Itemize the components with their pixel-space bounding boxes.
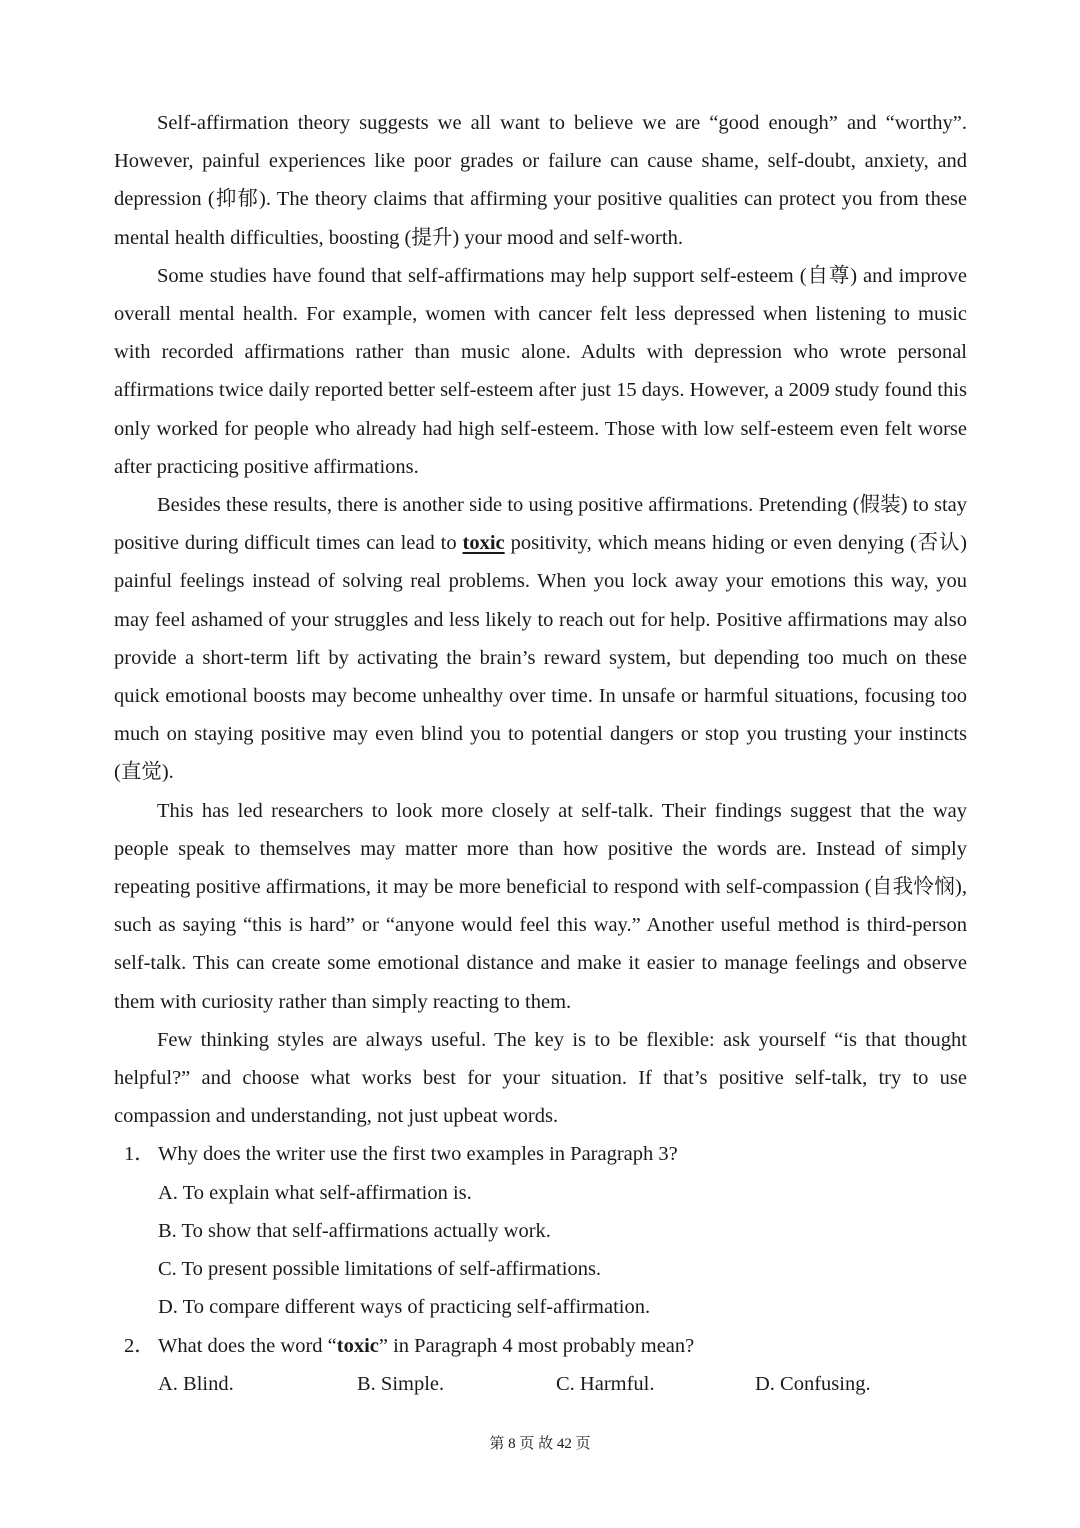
paragraph-3-text-after: positivity, which means hiding or even denying (否认) painful feelings instead of solving real problems. When you lock away your emotions this way, you may feel ashamed of your struggles and less likely to reach out for help. Positive affirmations may also provide a short-term lift by activating the brain’s reward system, but depending too much on these quick emotional boosts may become unhealthy over time. In unsafe or harmful situations, focusing too much on staying positive may even blind you to potential dangers or stop you trusting your instincts (直觉).: [114, 532, 967, 784]
question-1-option-c[interactable]: C. To present possible limitations of self-affirmations.: [158, 1258, 602, 1281]
passage-paragraph-4: This has led researchers to look more closely at self-talk. Their findings suggest that the way people speak to themselves may matter more than how positive the words are. Instead of simply repeating positive affirmations, it may be more beneficial to respond with self-compassion (自我怜悯), such as saying “this is hard” or “anyone would feel this way.” Another useful method is third-person self-talk. This can create some emotional distance and make it easier to manage feelings and observe them with curiosity rather than simply reacting to them.: [114, 799, 967, 1013]
keyword-toxic: toxic: [462, 532, 505, 555]
question-1-option-b[interactable]: B. To show that self-affirmations actually work.: [158, 1219, 551, 1242]
question-2: [114, 1327, 967, 1403]
page-footer: 第 8 页 故 42 页: [489, 1436, 591, 1452]
question-1-option-a[interactable]: A. To explain what self-affirmation is.: [158, 1181, 472, 1204]
passage-paragraph-2: Some studies have found that self-affirmations may help support self-esteem (自尊) and improve overall mental health. For example, women with cancer felt less depressed when listening to music with recorded affirmations rather than music alone. Adults with depression who wrote personal affirmations twice daily reported better self-esteem after just 15 days. However, a 2009 study found this only worked for people who already had high self-esteem. Those with low self-esteem even felt worse after practicing positive affirmations.: [114, 264, 967, 478]
question-2-stem: [114, 1327, 967, 1365]
question-1-stem: [114, 1135, 967, 1173]
question-1-text: Why does the writer use the first two examples in Paragraph 3?: [158, 1143, 678, 1166]
question-2-option-b[interactable]: B. Simple.: [357, 1372, 445, 1395]
question-2-options: [114, 1365, 967, 1403]
passage-paragraph-5: Few thinking styles are always useful. The key is to be flexible: ask yourself “is that thought helpful?” and choose what works best for your situation. If that’s positive self-talk, try to use compassion and understanding, not just upbeat words.: [114, 1028, 967, 1128]
question-2-option-c[interactable]: C. Harmful.: [556, 1372, 655, 1395]
passage-paragraph-3: [114, 486, 967, 792]
question-2-number: 2．: [124, 1334, 155, 1357]
question-2-option-d[interactable]: D. Confusing.: [755, 1372, 871, 1395]
question-2-text-before: What does the word “: [158, 1334, 337, 1357]
question-2-text-after: ” in Paragraph 4 most probably mean?: [378, 1334, 695, 1357]
question-1-number: 1．: [124, 1143, 155, 1166]
question-2-keyword: toxic: [336, 1334, 379, 1357]
passage-paragraph-1: Self-affirmation theory suggests we all want to believe we are “good enough” and “worthy”. However, painful experiences like poor grades or failure can cause shame, self-doubt, anxiety, and depression (抑郁). The theory claims that affirming your positive qualities can protect you from these mental health difficulties, boosting (提升) your mood and self-worth.: [114, 112, 967, 249]
paragraph-3-text-before: Besides these results, there is another side to using positive affirmations. Pretending (假装) to stay positive during difficult times can lead to: [114, 494, 967, 555]
question-2-option-a[interactable]: A. Blind.: [158, 1372, 234, 1395]
question-1-option-d[interactable]: D. To compare different ways of practicing self-affirmation.: [158, 1296, 651, 1319]
question-1: [114, 1135, 967, 1326]
exam-page: [114, 104, 967, 1403]
